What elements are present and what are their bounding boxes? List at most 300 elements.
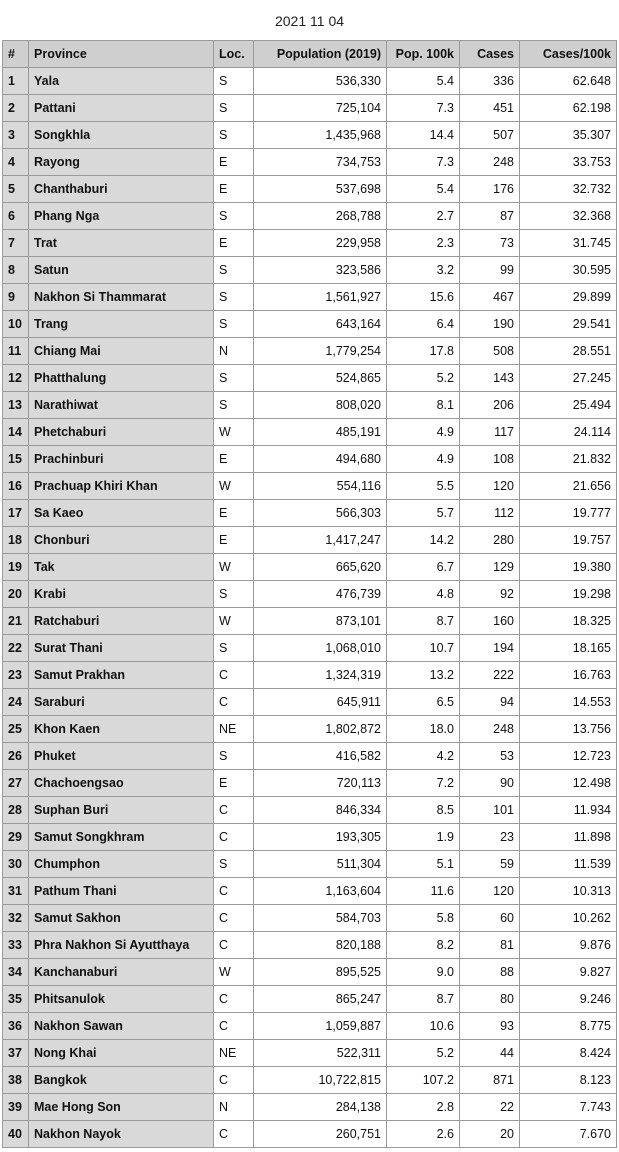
cell-population: 1,802,872 (254, 716, 387, 743)
cell-index: 15 (3, 446, 29, 473)
cell-province: Nong Khai (29, 1040, 214, 1067)
cell-location: S (214, 257, 254, 284)
cell-pop-100k: 2.7 (387, 203, 460, 230)
cell-province: Prachinburi (29, 446, 214, 473)
cell-cases: 507 (460, 122, 520, 149)
cell-index: 21 (3, 608, 29, 635)
cell-province: Phuket (29, 743, 214, 770)
cell-cases-per-100k: 10.262 (520, 905, 617, 932)
cell-population: 1,324,319 (254, 662, 387, 689)
cell-cases-per-100k: 27.245 (520, 365, 617, 392)
cell-index: 24 (3, 689, 29, 716)
table-row (3, 689, 617, 716)
cell-province: Nakhon Sawan (29, 1013, 214, 1040)
cell-cases: 871 (460, 1067, 520, 1094)
cell-location: W (214, 419, 254, 446)
cell-cases: 194 (460, 635, 520, 662)
cell-location: S (214, 68, 254, 95)
cell-cases-per-100k: 10.313 (520, 878, 617, 905)
cell-population: 873,101 (254, 608, 387, 635)
cell-location: S (214, 311, 254, 338)
cell-cases: 101 (460, 797, 520, 824)
cell-location: W (214, 554, 254, 581)
cell-population: 720,113 (254, 770, 387, 797)
cell-province: Trang (29, 311, 214, 338)
cell-province: Narathiwat (29, 392, 214, 419)
table-row (3, 851, 617, 878)
cell-cases-per-100k: 12.498 (520, 770, 617, 797)
table-row (3, 959, 617, 986)
cell-province: Khon Kaen (29, 716, 214, 743)
cell-pop-100k: 2.6 (387, 1121, 460, 1148)
cell-cases-per-100k: 25.494 (520, 392, 617, 419)
cell-province: Prachuap Khiri Khan (29, 473, 214, 500)
cell-population: 494,680 (254, 446, 387, 473)
cell-cases: 80 (460, 986, 520, 1013)
cell-population: 511,304 (254, 851, 387, 878)
cell-cases-per-100k: 8.775 (520, 1013, 617, 1040)
table-row (3, 878, 617, 905)
cell-province: Pathum Thani (29, 878, 214, 905)
cell-location: C (214, 797, 254, 824)
cell-cases-per-100k: 19.380 (520, 554, 617, 581)
table-title: 2021 11 04 (274, 13, 345, 29)
cell-cases: 44 (460, 1040, 520, 1067)
cell-pop-100k: 3.2 (387, 257, 460, 284)
cell-cases: 90 (460, 770, 520, 797)
cell-location: S (214, 365, 254, 392)
cell-index: 36 (3, 1013, 29, 1040)
cell-index: 16 (3, 473, 29, 500)
cell-index: 35 (3, 986, 29, 1013)
cell-province: Saraburi (29, 689, 214, 716)
cell-cases: 280 (460, 527, 520, 554)
cell-cases: 22 (460, 1094, 520, 1121)
table-row (3, 932, 617, 959)
cell-pop-100k: 5.2 (387, 1040, 460, 1067)
table-row (3, 608, 617, 635)
table-row (3, 257, 617, 284)
cell-population: 1,059,887 (254, 1013, 387, 1040)
cell-cases: 451 (460, 95, 520, 122)
table-row (3, 500, 617, 527)
cell-cases-per-100k: 7.670 (520, 1121, 617, 1148)
table-row (3, 1094, 617, 1121)
cell-cases: 120 (460, 878, 520, 905)
table-row (3, 743, 617, 770)
cell-cases-per-100k: 29.541 (520, 311, 617, 338)
cell-cases: 117 (460, 419, 520, 446)
cell-pop-100k: 14.2 (387, 527, 460, 554)
cell-pop-100k: 13.2 (387, 662, 460, 689)
provinces-table (2, 40, 617, 1148)
cell-pop-100k: 8.1 (387, 392, 460, 419)
cell-index: 38 (3, 1067, 29, 1094)
cell-location: C (214, 824, 254, 851)
cell-cases-per-100k: 9.246 (520, 986, 617, 1013)
cell-pop-100k: 18.0 (387, 716, 460, 743)
cell-pop-100k: 8.7 (387, 986, 460, 1013)
cell-province: Mae Hong Son (29, 1094, 214, 1121)
table-body (3, 68, 617, 1148)
cell-pop-100k: 17.8 (387, 338, 460, 365)
cell-location: C (214, 905, 254, 932)
cell-cases: 508 (460, 338, 520, 365)
cell-index: 8 (3, 257, 29, 284)
cell-cases: 92 (460, 581, 520, 608)
cell-index: 25 (3, 716, 29, 743)
cell-pop-100k: 5.4 (387, 176, 460, 203)
table-row (3, 770, 617, 797)
cell-location: E (214, 446, 254, 473)
cell-cases: 20 (460, 1121, 520, 1148)
cell-index: 37 (3, 1040, 29, 1067)
cell-province: Nakhon Si Thammarat (29, 284, 214, 311)
cell-location: W (214, 959, 254, 986)
cell-province: Chanthaburi (29, 176, 214, 203)
cell-population: 1,561,927 (254, 284, 387, 311)
header-province: Province (29, 41, 214, 68)
cell-population: 1,163,604 (254, 878, 387, 905)
cell-cases-per-100k: 11.934 (520, 797, 617, 824)
table-row (3, 527, 617, 554)
cell-index: 2 (3, 95, 29, 122)
cell-index: 22 (3, 635, 29, 662)
cell-cases-per-100k: 8.123 (520, 1067, 617, 1094)
cell-index: 23 (3, 662, 29, 689)
cell-cases: 81 (460, 932, 520, 959)
cell-index: 26 (3, 743, 29, 770)
cell-population: 846,334 (254, 797, 387, 824)
cell-population: 193,305 (254, 824, 387, 851)
cell-index: 7 (3, 230, 29, 257)
cell-population: 566,303 (254, 500, 387, 527)
cell-population: 808,020 (254, 392, 387, 419)
cell-location: C (214, 1121, 254, 1148)
cell-index: 6 (3, 203, 29, 230)
cell-index: 27 (3, 770, 29, 797)
cell-province: Surat Thani (29, 635, 214, 662)
cell-location: N (214, 1094, 254, 1121)
cell-index: 11 (3, 338, 29, 365)
cell-province: Pattani (29, 95, 214, 122)
cell-population: 865,247 (254, 986, 387, 1013)
cell-pop-100k: 5.5 (387, 473, 460, 500)
cell-location: S (214, 635, 254, 662)
cell-province: Bangkok (29, 1067, 214, 1094)
header-cases-per-100k: Cases/100k (520, 41, 617, 68)
cell-province: Krabi (29, 581, 214, 608)
cell-index: 17 (3, 500, 29, 527)
cell-index: 3 (3, 122, 29, 149)
cell-cases: 248 (460, 716, 520, 743)
cell-province: Satun (29, 257, 214, 284)
cell-cases-per-100k: 13.756 (520, 716, 617, 743)
cell-population: 268,788 (254, 203, 387, 230)
cell-index: 13 (3, 392, 29, 419)
table-row (3, 68, 617, 95)
cell-index: 10 (3, 311, 29, 338)
cell-province: Samut Sakhon (29, 905, 214, 932)
cell-province: Phitsanulok (29, 986, 214, 1013)
table-row (3, 1121, 617, 1148)
cell-cases: 248 (460, 149, 520, 176)
cell-province: Trat (29, 230, 214, 257)
cell-cases-per-100k: 35.307 (520, 122, 617, 149)
cell-cases-per-100k: 9.876 (520, 932, 617, 959)
cell-population: 323,586 (254, 257, 387, 284)
cell-location: S (214, 95, 254, 122)
cell-location: S (214, 581, 254, 608)
cell-cases: 53 (460, 743, 520, 770)
cell-cases: 160 (460, 608, 520, 635)
cell-cases: 206 (460, 392, 520, 419)
cell-index: 20 (3, 581, 29, 608)
cell-province: Songkhla (29, 122, 214, 149)
cell-location: W (214, 608, 254, 635)
cell-cases-per-100k: 31.745 (520, 230, 617, 257)
cell-population: 584,703 (254, 905, 387, 932)
header-row (3, 41, 617, 68)
table-row (3, 473, 617, 500)
cell-index: 34 (3, 959, 29, 986)
cell-pop-100k: 15.6 (387, 284, 460, 311)
cell-location: C (214, 878, 254, 905)
cell-pop-100k: 6.4 (387, 311, 460, 338)
cell-pop-100k: 4.9 (387, 419, 460, 446)
cell-pop-100k: 9.0 (387, 959, 460, 986)
cell-population: 1,435,968 (254, 122, 387, 149)
cell-population: 734,753 (254, 149, 387, 176)
table-row (3, 392, 617, 419)
cell-province: Chumphon (29, 851, 214, 878)
cell-location: C (214, 662, 254, 689)
cell-cases: 143 (460, 365, 520, 392)
cell-cases-per-100k: 11.539 (520, 851, 617, 878)
cell-pop-100k: 5.1 (387, 851, 460, 878)
cell-location: C (214, 1013, 254, 1040)
cell-cases: 120 (460, 473, 520, 500)
cell-location: E (214, 500, 254, 527)
cell-location: NE (214, 716, 254, 743)
cell-cases-per-100k: 9.827 (520, 959, 617, 986)
cell-cases: 467 (460, 284, 520, 311)
cell-cases-per-100k: 30.595 (520, 257, 617, 284)
cell-index: 29 (3, 824, 29, 851)
table-row (3, 446, 617, 473)
cell-cases-per-100k: 21.832 (520, 446, 617, 473)
cell-location: S (214, 392, 254, 419)
cell-location: W (214, 473, 254, 500)
table-row (3, 824, 617, 851)
cell-cases: 60 (460, 905, 520, 932)
cell-province: Phang Nga (29, 203, 214, 230)
cell-pop-100k: 10.7 (387, 635, 460, 662)
table-row (3, 419, 617, 446)
table-row (3, 581, 617, 608)
cell-cases-per-100k: 21.656 (520, 473, 617, 500)
cell-cases-per-100k: 24.114 (520, 419, 617, 446)
cell-cases: 93 (460, 1013, 520, 1040)
cell-cases-per-100k: 19.757 (520, 527, 617, 554)
cell-province: Tak (29, 554, 214, 581)
cell-pop-100k: 7.3 (387, 149, 460, 176)
header-population: Population (2019) (254, 41, 387, 68)
cell-province: Rayong (29, 149, 214, 176)
cell-cases-per-100k: 11.898 (520, 824, 617, 851)
cell-population: 895,525 (254, 959, 387, 986)
cell-index: 39 (3, 1094, 29, 1121)
cell-index: 30 (3, 851, 29, 878)
cell-cases: 88 (460, 959, 520, 986)
table-row (3, 311, 617, 338)
cell-location: C (214, 1067, 254, 1094)
table-row (3, 635, 617, 662)
cell-cases-per-100k: 18.165 (520, 635, 617, 662)
cell-location: S (214, 743, 254, 770)
cell-location: C (214, 932, 254, 959)
cell-location: C (214, 986, 254, 1013)
cell-pop-100k: 10.6 (387, 1013, 460, 1040)
cell-cases: 112 (460, 500, 520, 527)
cell-province: Yala (29, 68, 214, 95)
cell-pop-100k: 5.7 (387, 500, 460, 527)
table-row (3, 338, 617, 365)
table-row (3, 716, 617, 743)
cell-cases-per-100k: 7.743 (520, 1094, 617, 1121)
table-row (3, 662, 617, 689)
cell-cases: 129 (460, 554, 520, 581)
cell-cases: 222 (460, 662, 520, 689)
cell-index: 40 (3, 1121, 29, 1148)
cell-cases-per-100k: 28.551 (520, 338, 617, 365)
cell-population: 820,188 (254, 932, 387, 959)
cell-province: Chiang Mai (29, 338, 214, 365)
cell-population: 229,958 (254, 230, 387, 257)
table-row (3, 554, 617, 581)
cell-location: E (214, 527, 254, 554)
cell-pop-100k: 5.8 (387, 905, 460, 932)
cell-pop-100k: 7.3 (387, 95, 460, 122)
cell-cases-per-100k: 19.298 (520, 581, 617, 608)
cell-province: Sa Kaeo (29, 500, 214, 527)
cell-index: 4 (3, 149, 29, 176)
cell-population: 554,116 (254, 473, 387, 500)
cell-index: 19 (3, 554, 29, 581)
cell-location: N (214, 338, 254, 365)
cell-location: S (214, 122, 254, 149)
cell-location: S (214, 284, 254, 311)
cell-location: S (214, 851, 254, 878)
table-row (3, 122, 617, 149)
cell-cases-per-100k: 12.723 (520, 743, 617, 770)
cell-cases: 99 (460, 257, 520, 284)
cell-pop-100k: 107.2 (387, 1067, 460, 1094)
cell-cases-per-100k: 32.368 (520, 203, 617, 230)
cell-province: Phatthalung (29, 365, 214, 392)
cell-index: 5 (3, 176, 29, 203)
cell-pop-100k: 7.2 (387, 770, 460, 797)
cell-population: 1,068,010 (254, 635, 387, 662)
cell-location: E (214, 770, 254, 797)
cell-population: 522,311 (254, 1040, 387, 1067)
cell-location: C (214, 689, 254, 716)
cell-cases-per-100k: 8.424 (520, 1040, 617, 1067)
cell-cases: 108 (460, 446, 520, 473)
table-row (3, 905, 617, 932)
cell-pop-100k: 11.6 (387, 878, 460, 905)
cell-pop-100k: 5.4 (387, 68, 460, 95)
header-index: # (3, 41, 29, 68)
cell-index: 1 (3, 68, 29, 95)
cell-population: 665,620 (254, 554, 387, 581)
table-row (3, 203, 617, 230)
cell-population: 476,739 (254, 581, 387, 608)
cell-cases-per-100k: 19.777 (520, 500, 617, 527)
cell-population: 536,330 (254, 68, 387, 95)
table-row (3, 1067, 617, 1094)
table-row (3, 986, 617, 1013)
cell-cases-per-100k: 62.198 (520, 95, 617, 122)
cell-province: Chonburi (29, 527, 214, 554)
cell-pop-100k: 4.8 (387, 581, 460, 608)
cell-cases: 336 (460, 68, 520, 95)
cell-population: 1,417,247 (254, 527, 387, 554)
cell-cases-per-100k: 18.325 (520, 608, 617, 635)
header-pop-100k: Pop. 100k (387, 41, 460, 68)
cell-cases-per-100k: 29.899 (520, 284, 617, 311)
cell-index: 31 (3, 878, 29, 905)
cell-population: 645,911 (254, 689, 387, 716)
table-row (3, 1013, 617, 1040)
cell-pop-100k: 4.9 (387, 446, 460, 473)
cell-pop-100k: 6.5 (387, 689, 460, 716)
cell-population: 416,582 (254, 743, 387, 770)
cell-province: Samut Prakhan (29, 662, 214, 689)
cell-cases: 87 (460, 203, 520, 230)
cell-pop-100k: 6.7 (387, 554, 460, 581)
cell-population: 643,164 (254, 311, 387, 338)
cell-cases: 176 (460, 176, 520, 203)
table-row (3, 95, 617, 122)
cell-location: E (214, 230, 254, 257)
cell-province: Nakhon Nayok (29, 1121, 214, 1148)
table-row (3, 797, 617, 824)
cell-pop-100k: 2.3 (387, 230, 460, 257)
cell-pop-100k: 2.8 (387, 1094, 460, 1121)
cell-province: Kanchanaburi (29, 959, 214, 986)
cell-location: S (214, 203, 254, 230)
cell-population: 725,104 (254, 95, 387, 122)
cell-province: Suphan Buri (29, 797, 214, 824)
cell-pop-100k: 8.5 (387, 797, 460, 824)
cell-cases: 73 (460, 230, 520, 257)
header-cases: Cases (460, 41, 520, 68)
cell-cases: 94 (460, 689, 520, 716)
cell-cases: 190 (460, 311, 520, 338)
cell-province: Samut Songkhram (29, 824, 214, 851)
cell-index: 12 (3, 365, 29, 392)
table-row (3, 176, 617, 203)
cell-population: 524,865 (254, 365, 387, 392)
table-row (3, 1040, 617, 1067)
cell-cases-per-100k: 62.648 (520, 68, 617, 95)
cell-province: Ratchaburi (29, 608, 214, 635)
cell-cases: 59 (460, 851, 520, 878)
cell-population: 485,191 (254, 419, 387, 446)
header-location: Loc. (214, 41, 254, 68)
cell-index: 33 (3, 932, 29, 959)
